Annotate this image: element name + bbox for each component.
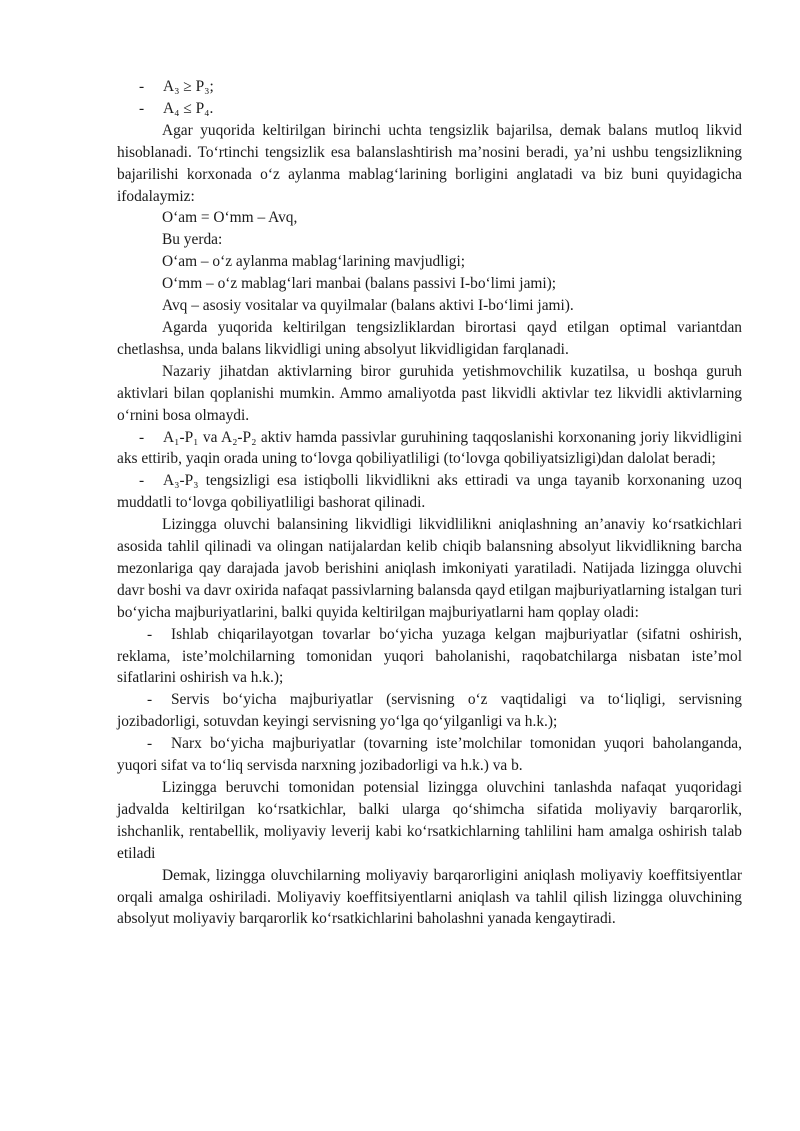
paragraph-absolute-liquidity: Agar yuqorida keltirilgan birinchi uchta tengsizlik bajarilsa, demak balans mutloq likvid hisoblanadi. To‘rtinchi tengsizlik esa balanslashtirish ma’nosini beradi, ya’ni ushbu tengsizlikning bajarilishi korxonada o‘z aylanma mablag‘larining borligini anglatadi va biz buni quyidagicha ifodalaymiz:: [117, 121, 742, 205]
list-dash: -: [139, 472, 145, 490]
bullet-price-obligations: [117, 733, 742, 777]
paragraph-deviation: Agarda yuqorida keltirilgan tengsizliklardan birortasi qayd etilgan optimal variantdan chetlashsa, unda balans likvidligi uning absolyut likvidligidan farqlanadi.: [117, 318, 742, 358]
inequality-a4-p4: A₄ ≤ P₄.: [163, 99, 214, 117]
list-item: [117, 98, 742, 120]
inequality-a3-p3: A₃ ≥ P₃;: [163, 78, 214, 95]
definition-avq: Avq – asosiy vositalar va quyilmalar (balans aktivi I-bo‘limi jami).: [162, 297, 574, 315]
list-dash: -: [147, 735, 153, 753]
list-dash: -: [139, 428, 145, 446]
list-item: [117, 76, 742, 98]
bullet-prospective-liquidity: [117, 470, 742, 514]
paragraph-lessor-selection: Lizingga beruvchi tomonidan potensial lizingga oluvchini tanlashda nafaqat yuqoridagi jadvalda keltirilgan ko‘rsatkichlar, balki ularga qo‘shimcha sifatida moliyaviy barqarorlik, ishchanlik, rentabellik, moliyaviy leverij kabi ko‘rsatkichlarning tahlilini ham amalga oshirish talab etiladi: [117, 779, 742, 862]
bullet-text: Servis bo‘yicha majburiyatlar (servisning o‘z vaqtidaligi va to‘liqligi, servisning jozibadorligi, sotuvdan keyingi servisning yo‘lga qo‘yilganligi va h.k.);: [117, 691, 742, 731]
formula-line: O‘am = O‘mm – Avq,: [162, 209, 298, 227]
list-dash: -: [139, 99, 145, 117]
list-dash: -: [147, 625, 153, 643]
bullet-text: Ishlab chiqarilayotgan tovarlar bo‘yicha yuzaga kelgan majburiyatlar (sifatni oshirish, reklama, iste’molchilarning tomonidan yuqori baholanishi, raqobatchilarga nisbatan iste’mol sifatlarini oshirish va h.k.);: [117, 625, 742, 687]
definition-omm: O‘mm – o‘z mablag‘lari manbai (balans passivi I-bo‘limi jami);: [162, 275, 557, 293]
bullet-text: Narx bo‘yicha majburiyatlar (tovarning iste’molchilar tomonidan yuqori baholanganda, yuqori sifat va to‘liq servisda narxning jozibadorligi va h.k.) va b.: [117, 735, 742, 775]
definition-oam: O‘am – o‘z aylanma mablag‘larining mavjudligi;: [162, 253, 466, 271]
paragraph-lessee-balance: Lizingga oluvchi balansining likvidligi likvidlilikni aniqlashning an’anaviy ko‘rsatkichlari asosida tahlil qilinadi va olingan natijalardan kelib chiqib balansning absolyut likvidlikning barcha mezonlariga qay darajada javob berishini aniqlash imkoniyati yaratiladi. Natijada lizingga oluvchi davr boshi va davr oxirida nafaqat passivlarning balansda qayd etilgan majburiyatlarning istalgan turi bo‘yicha majburiyatlarini, balki quyida keltirilgan majburiyatlarni ham qoplay oladi:: [117, 516, 742, 621]
where-label: Bu yerda:: [162, 231, 223, 249]
bullet-text: A₃-P₃ tengsizligi esa istiqbolli likvidlikni aks ettiradi va unga tayanib korxonaning uzoq muddatli to‘lovga qobiliyatliligi bashorat qilinadi.: [117, 472, 742, 512]
list-dash: -: [147, 691, 153, 709]
paragraph-conclusion: Demak, lizingga oluvchilarning moliyaviy barqarorligini aniqlash moliyaviy koeffitsiyentlar orqali amalga oshiriladi. Moliyaviy koeffitsiyentlarni aniqlash va tahlil qilish lizingga oluvchining absolyut moliyaviy barqarorlik ko‘rsatkichlarini baholashni yanada kengaytiradi.: [117, 866, 742, 928]
paragraph-theory: Nazariy jihatdan aktivlarning biror guruhida yetishmovchilik kuzatilsa, u boshqa guruh aktivlari bilan qoplanishi mumkin. Ammo amaliyotda past likvidli aktivlar tez likvidli aktivlarning o‘rnini bosa olmaydi.: [117, 362, 742, 424]
bullet-product-obligations: [117, 624, 742, 690]
document-page: [117, 76, 742, 930]
list-dash: -: [139, 78, 145, 95]
bullet-current-liquidity: [117, 427, 742, 471]
bullet-text: A₁-P₁ va A₂-P₂ aktiv hamda passivlar guruhining taqqoslanishi korxonaning joriy likvidligini aks ettirib, yaqin orada uning to‘lovga qobiliyatliligi (to‘lovga qobiliyatsizligi)dan dalolat beradi;: [117, 428, 742, 468]
bullet-service-obligations: [117, 689, 742, 733]
